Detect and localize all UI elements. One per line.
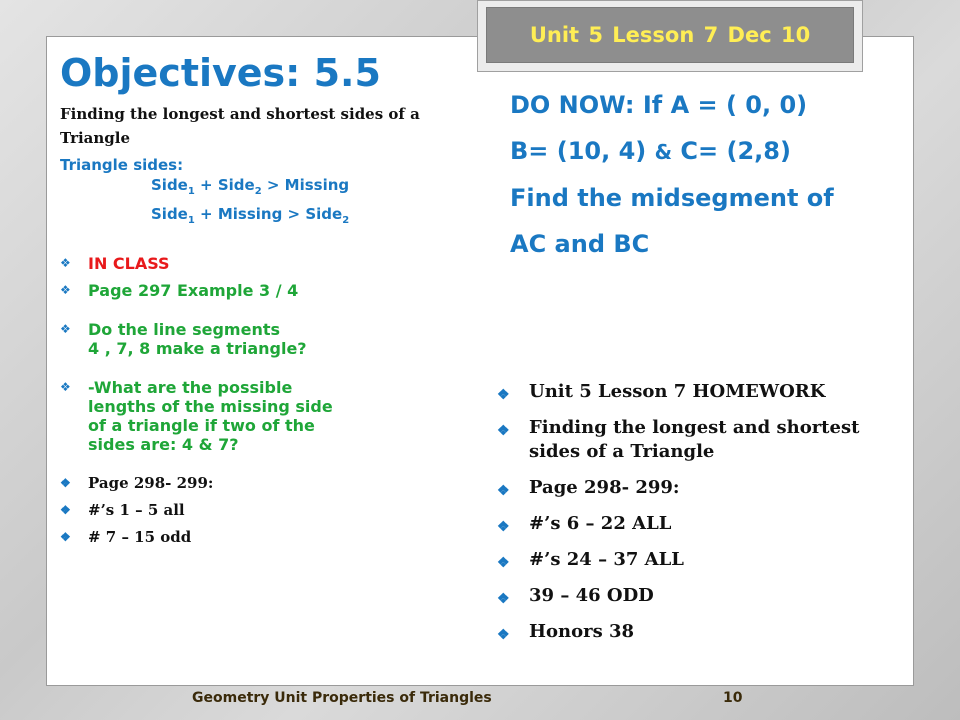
list-item-text: lengths of the missing side <box>88 397 333 416</box>
do-now-text: & <box>654 140 673 164</box>
list-item-text: Unit 5 Lesson 7 HOMEWORK <box>529 381 826 402</box>
diamond-bullet-icon: ❖ <box>497 519 510 535</box>
objectives-title: Objectives: 5.5 <box>60 51 381 95</box>
class-list <box>60 254 480 547</box>
do-now-line: DO NOW: If A = ( 0, 0) <box>510 91 808 119</box>
list-item-text: of a triangle if two of the <box>88 416 315 435</box>
footer-text: Geometry Unit Properties of Triangles <box>192 690 492 706</box>
list-item-text: IN CLASS <box>88 254 170 273</box>
list-item <box>60 320 480 358</box>
diamond-bullet-icon: ❖ <box>60 476 71 490</box>
list-item <box>497 548 902 572</box>
list-item <box>497 380 902 404</box>
formula-text: > Missing <box>261 176 350 194</box>
formula-text: + Missing > Side <box>194 205 343 223</box>
list-item <box>497 476 902 500</box>
do-now-line <box>510 128 900 175</box>
diamond-bullet-icon: ❖ <box>497 387 510 403</box>
list-item-text: -What are the possible <box>88 378 293 397</box>
diamond-bullet-icon: ❖ <box>60 322 71 336</box>
list-item <box>60 254 480 273</box>
list-item <box>60 281 480 300</box>
formula-subscript: 2 <box>342 215 350 226</box>
do-now-block <box>510 82 900 267</box>
list-item <box>60 378 480 454</box>
list-item <box>60 501 480 520</box>
list-item <box>60 474 480 493</box>
objectives-subtitle: Finding the longest and shortest sides of a Triangle <box>60 105 420 147</box>
do-now-text: B= (10, 4) <box>510 137 655 165</box>
inequality-formula-2 <box>151 203 480 232</box>
formula-subscript: 2 <box>254 186 262 197</box>
diamond-bullet-icon: ❖ <box>60 283 71 297</box>
diamond-bullet-icon: ❖ <box>60 503 71 517</box>
do-now-line: Find the midsegment of <box>510 184 834 212</box>
diamond-bullet-icon: ❖ <box>497 423 510 439</box>
homework-list <box>497 380 902 656</box>
list-item-text: #’s 6 – 22 ALL <box>529 513 672 534</box>
diamond-bullet-icon: ❖ <box>497 591 510 607</box>
list-item-text: Page 298- 299: <box>529 477 680 498</box>
diamond-bullet-icon: ❖ <box>497 483 510 499</box>
do-now-text: C= (2,8) <box>672 137 791 165</box>
list-item-text: Do the line segments <box>88 320 280 339</box>
diamond-bullet-icon: ❖ <box>60 380 71 394</box>
lesson-title: Unit 5 Lesson 7 Dec 10 <box>486 7 854 63</box>
list-item <box>497 416 902 464</box>
list-item-text: #’s 1 – 5 all <box>88 501 185 519</box>
list-item-text: Honors 38 <box>529 621 635 642</box>
list-item-text: Finding the longest and shortest sides of a Triangle <box>529 417 860 462</box>
page-number: 10 <box>723 690 743 706</box>
formula-subscript: 1 <box>187 186 195 197</box>
formula-subscript: 1 <box>187 215 195 226</box>
diamond-bullet-icon: ❖ <box>60 530 71 544</box>
diamond-bullet-icon: ❖ <box>60 256 71 270</box>
list-item <box>497 620 902 644</box>
list-item <box>60 528 480 547</box>
diamond-bullet-icon: ❖ <box>497 627 510 643</box>
list-item <box>497 584 902 608</box>
list-item-text: # 7 – 15 odd <box>88 528 192 546</box>
list-item-text: #’s 24 – 37 ALL <box>529 549 684 570</box>
list-item-text: Page 298- 299: <box>88 474 214 492</box>
diamond-bullet-icon: ❖ <box>497 555 510 571</box>
do-now-line: AC and BC <box>510 230 650 258</box>
inequality-formula-1 <box>151 174 480 203</box>
objectives-column <box>60 50 480 555</box>
list-item <box>497 512 902 536</box>
list-item-text: 4 , 7, 8 make a triangle? <box>88 339 307 358</box>
formula-text: Side <box>151 205 188 223</box>
formula-text: + Side <box>194 176 255 194</box>
formula-text: Side <box>151 176 188 194</box>
list-item-text: 39 – 46 ODD <box>529 585 654 606</box>
list-item-text: Page 297 Example 3 / 4 <box>88 281 299 300</box>
triangle-sides-label: Triangle sides: <box>60 156 184 174</box>
title-box <box>477 0 863 72</box>
list-item-text: sides are: 4 & 7? <box>88 435 239 454</box>
